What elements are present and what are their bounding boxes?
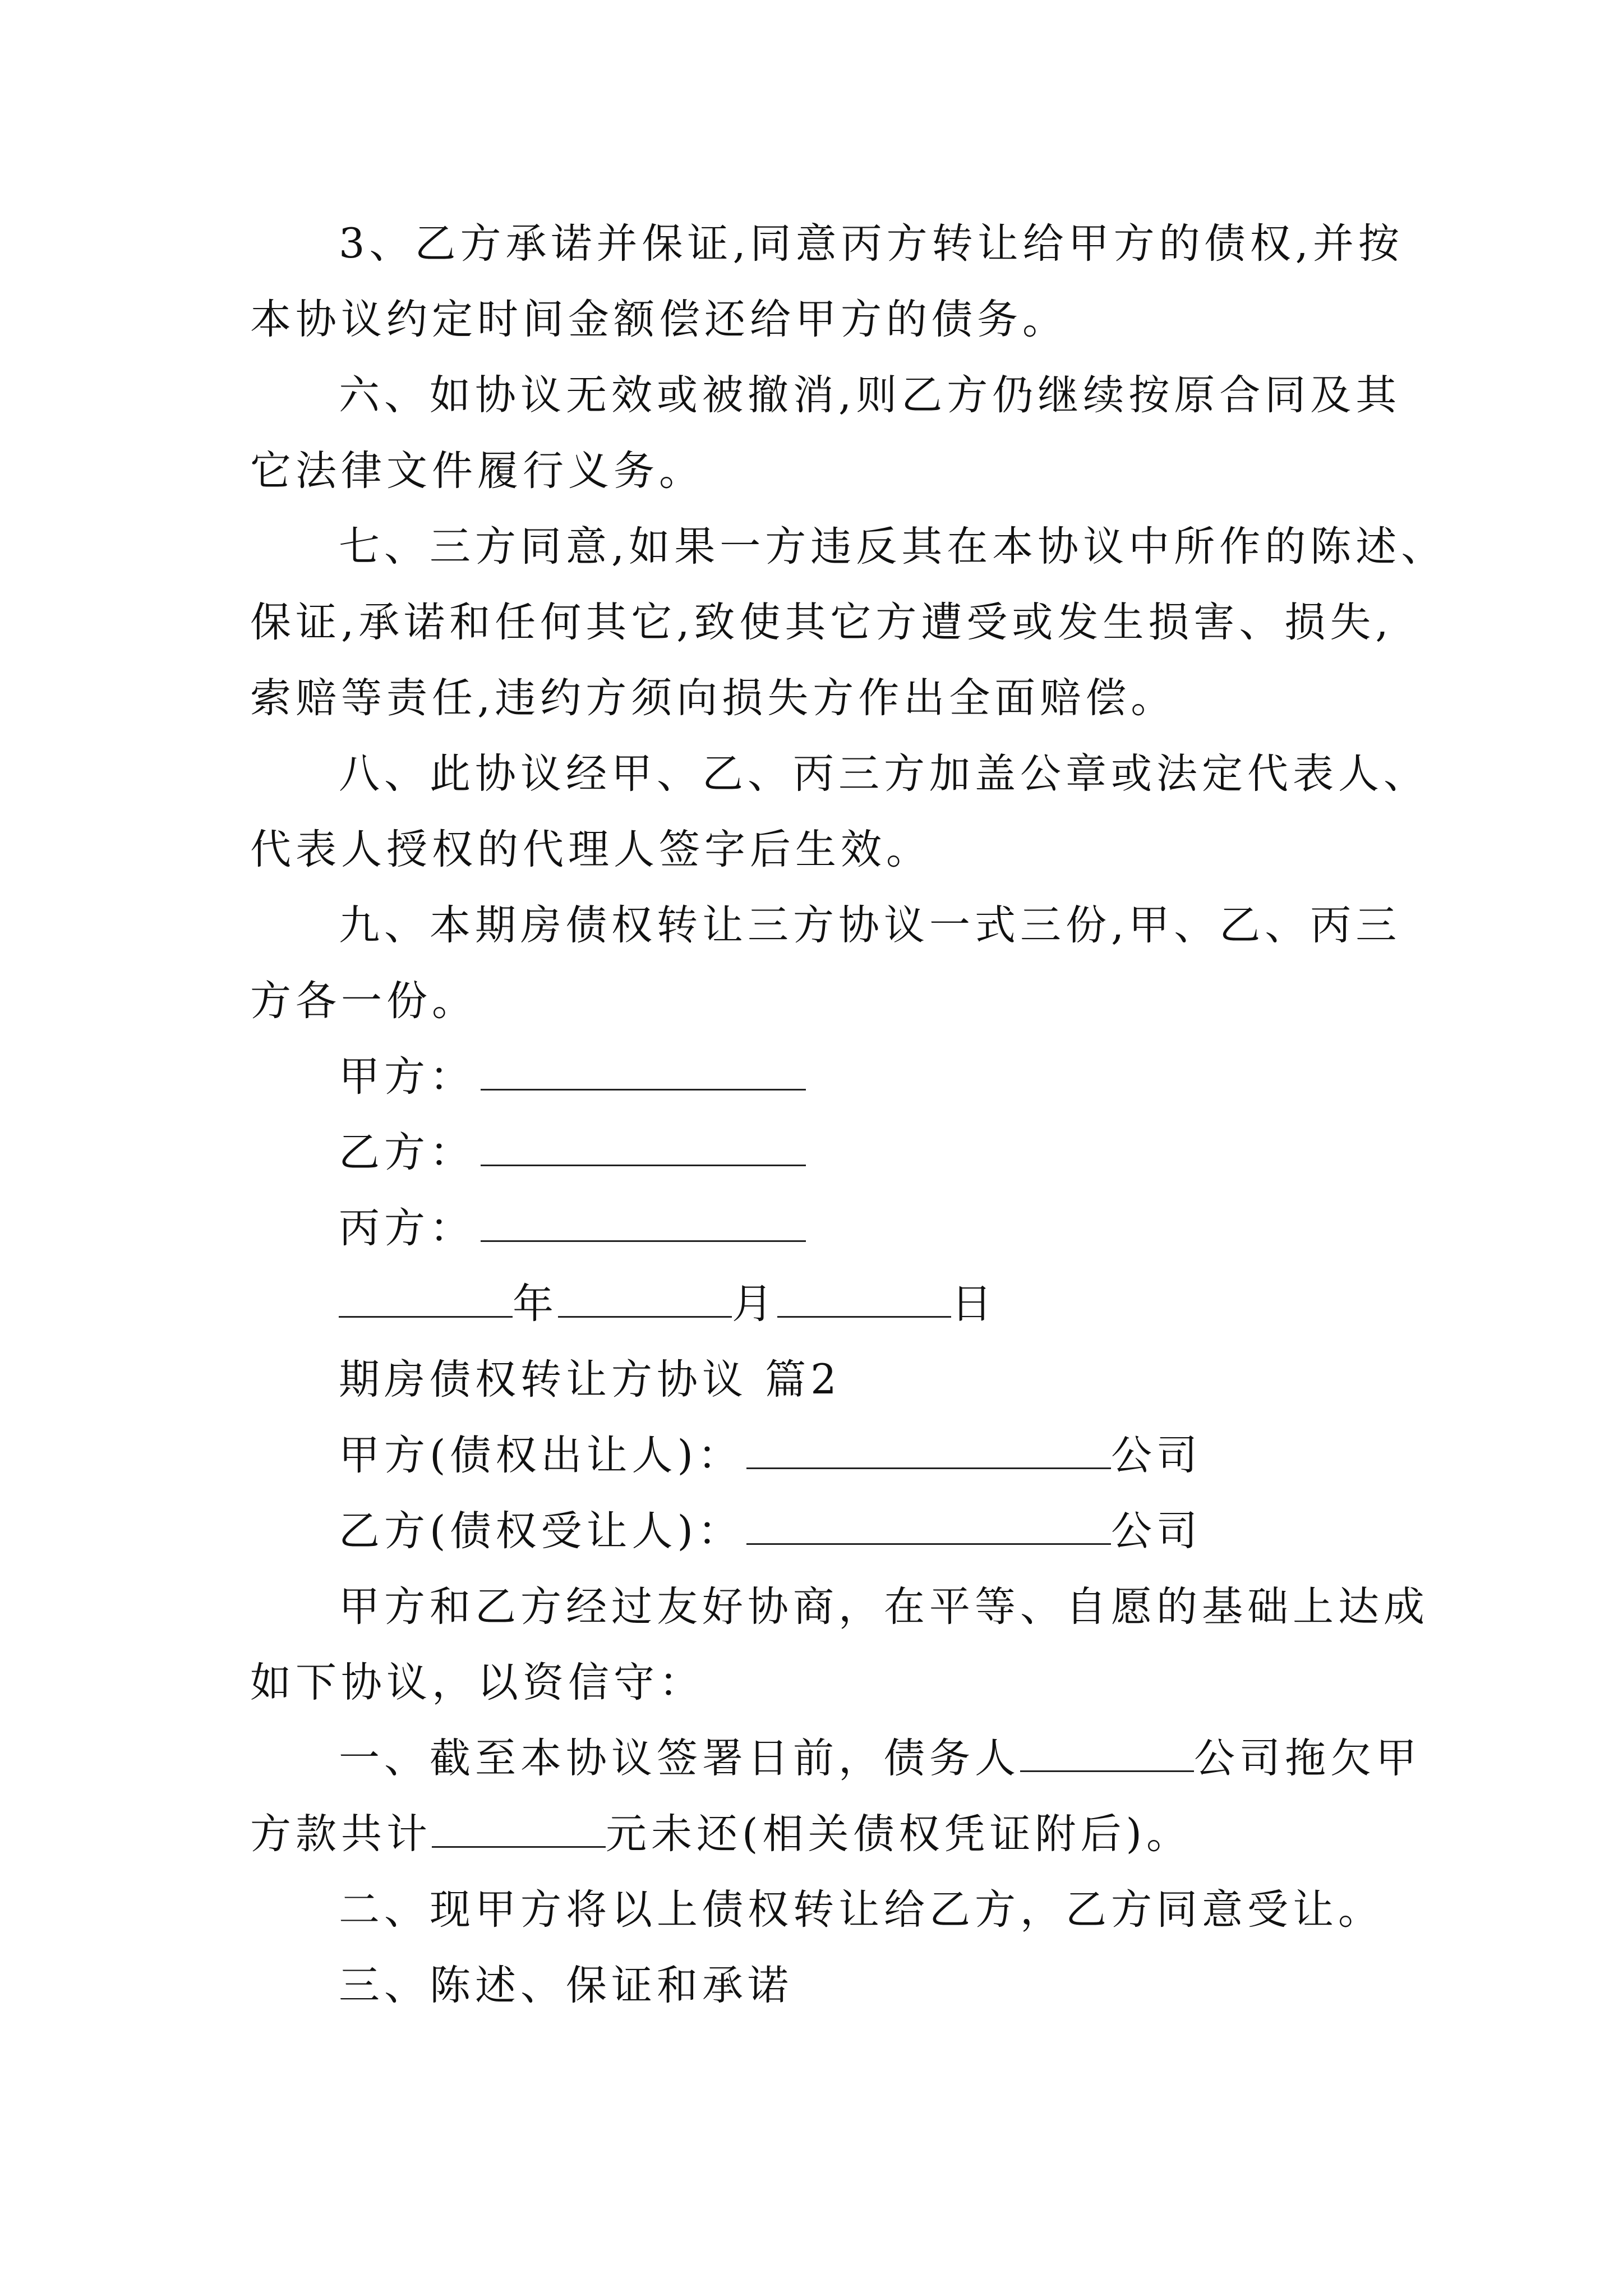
- clause-text: 公司拖欠甲: [1194, 1734, 1421, 1782]
- section-title: 期房债权转让方协议 篇2: [339, 1356, 841, 1404]
- paragraph-line: 代表人授权的代理人签字后生效。: [250, 826, 932, 873]
- paragraph-line: 三、陈述、保证和承诺: [339, 1962, 793, 2009]
- signature-line-party-b: [339, 1125, 806, 1181]
- company-label: 公司: [1110, 1507, 1202, 1555]
- clause-1-line-2: [250, 1806, 1192, 1862]
- signature-label: 乙方：: [339, 1129, 475, 1176]
- company-label: 公司: [1110, 1432, 1202, 1479]
- clause-1-line: [339, 1731, 1421, 1787]
- clause-text: 方款共计: [250, 1810, 432, 1858]
- party-b-label: 乙方(债权受让人)：: [339, 1507, 743, 1555]
- signature-line-party-c: [339, 1200, 806, 1257]
- day-label: 日: [951, 1280, 997, 1328]
- signature-label: 甲方：: [339, 1053, 475, 1101]
- clause-text: 一、截至本协议签署日前，债务人: [339, 1734, 1020, 1782]
- day-blank[interactable]: [777, 1279, 951, 1318]
- paragraph-line: 七、三方同意,如果一方违反其在本协议中所作的陈述、: [339, 523, 1447, 570]
- party-b-blank[interactable]: [746, 1506, 1111, 1545]
- clause-text: 元未还(相关债权凭证附后)。: [606, 1810, 1192, 1858]
- debtor-blank[interactable]: [1020, 1733, 1194, 1772]
- party-a-line: [339, 1428, 1202, 1484]
- signature-label: 丙方：: [339, 1204, 475, 1252]
- party-a-blank[interactable]: [746, 1430, 1111, 1469]
- paragraph-line: 它法律文件履行义务。: [250, 447, 704, 495]
- party-a-label: 甲方(债权出让人)：: [339, 1432, 743, 1479]
- date-line: [339, 1276, 997, 1332]
- paragraph-line: 方各一份。: [250, 977, 477, 1025]
- signature-blank[interactable]: [481, 1052, 806, 1091]
- paragraph-line: 本协议约定时间金额偿还给甲方的债务。: [250, 296, 1068, 343]
- month-blank[interactable]: [558, 1279, 732, 1318]
- signature-line-party-a: [339, 1049, 806, 1105]
- paragraph-line: 保证,承诺和任何其它,致使其它方遭受或发生损害、损失,: [250, 599, 1393, 646]
- paragraph-line: 3、乙方承诺并保证,同意丙方转让给甲方的债权,并按: [339, 220, 1404, 268]
- paragraph-line: 六、如协议无效或被撤消,则乙方仍继续按原合同及其: [339, 371, 1401, 419]
- month-label: 月: [732, 1280, 777, 1328]
- signature-blank[interactable]: [481, 1203, 806, 1242]
- paragraph-line: 九、本期房债权转让三方协议一式三份,甲、乙、丙三: [339, 901, 1401, 949]
- paragraph-line: 八、此协议经甲、乙、丙三方加盖公章或法定代表人、: [339, 750, 1429, 798]
- amount-blank[interactable]: [432, 1809, 606, 1848]
- party-b-line: [339, 1503, 1202, 1559]
- paragraph-line: 如下协议，以资信守：: [250, 1659, 704, 1706]
- year-blank[interactable]: [339, 1279, 513, 1318]
- paragraph-line: 二、现甲方将以上债权转让给乙方，乙方同意受让。: [339, 1886, 1384, 1934]
- signature-blank[interactable]: [481, 1128, 806, 1166]
- paragraph-line: 索赔等责任,违约方须向损失方作出全面赔偿。: [250, 674, 1177, 722]
- year-label: 年: [513, 1280, 558, 1328]
- paragraph-line: 甲方和乙方经过友好协商，在平等、自愿的基础上达成: [339, 1583, 1429, 1631]
